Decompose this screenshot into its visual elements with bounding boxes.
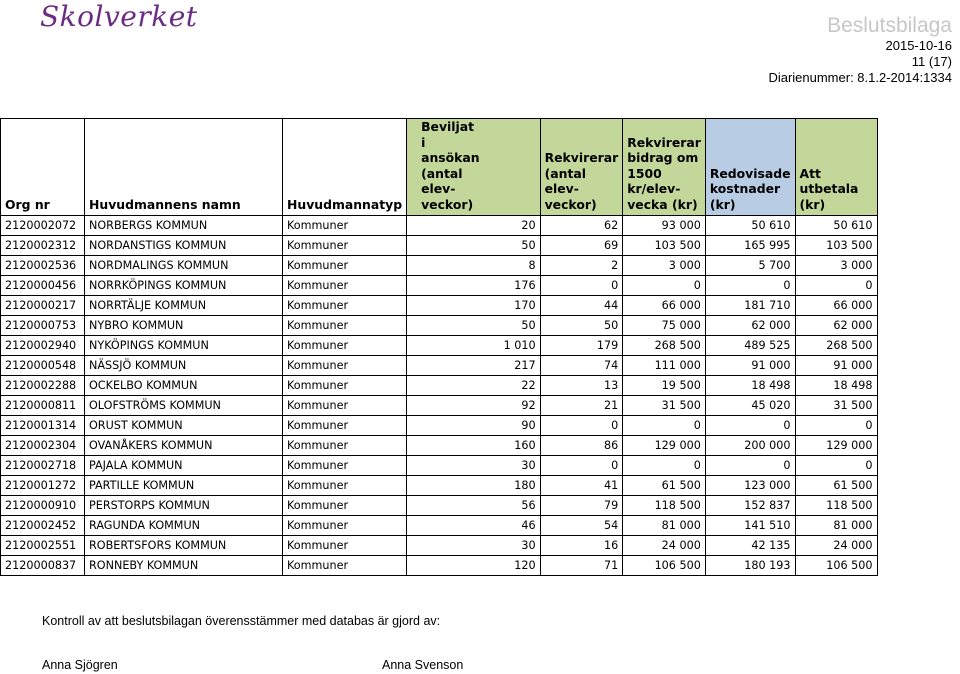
cell-beviljat: 30 — [407, 536, 541, 556]
cell-rekvirerar-antal: 79 — [540, 496, 623, 516]
signer-2: Anna Svenson — [382, 658, 464, 672]
beslut-table — [0, 118, 878, 576]
cell-att-utbetala: 61 500 — [795, 476, 877, 496]
cell-typ: Kommuner — [283, 236, 407, 256]
cell-orgnr: 2120000910 — [1, 496, 85, 516]
table-row — [1, 456, 878, 476]
cell-rekvirerar-antal: 69 — [540, 236, 623, 256]
col-header-rekvirerar-bidrag: Rekvirerar bidrag om 1500 kr/elev-vecka (kr) — [623, 119, 706, 216]
cell-typ: Kommuner — [283, 456, 407, 476]
table-row — [1, 216, 878, 236]
cell-rekvirerar-antal: 62 — [540, 216, 623, 236]
cell-att-utbetala: 31 500 — [795, 396, 877, 416]
table-row — [1, 556, 878, 576]
cell-typ: Kommuner — [283, 416, 407, 436]
cell-typ: Kommuner — [283, 516, 407, 536]
cell-beviljat: 160 — [407, 436, 541, 456]
cell-beviljat: 170 — [407, 296, 541, 316]
cell-namn: NYKÖPINGS KOMMUN — [85, 336, 283, 356]
cell-beviljat: 180 — [407, 476, 541, 496]
cell-typ: Kommuner — [283, 556, 407, 576]
cell-typ: Kommuner — [283, 216, 407, 236]
cell-rekvirerar-antal: 71 — [540, 556, 623, 576]
cell-namn: NORRTÄLJE KOMMUN — [85, 296, 283, 316]
cell-rekvirerar-bidrag: 24 000 — [623, 536, 706, 556]
cell-orgnr: 2120002536 — [1, 256, 85, 276]
cell-rekvirerar-antal: 0 — [540, 276, 623, 296]
cell-rekvirerar-antal: 0 — [540, 456, 623, 476]
table-row — [1, 356, 878, 376]
cell-rekvirerar-antal: 0 — [540, 416, 623, 436]
cell-beviljat: 92 — [407, 396, 541, 416]
cell-rekvirerar-antal: 16 — [540, 536, 623, 556]
cell-att-utbetala: 0 — [795, 456, 877, 476]
cell-orgnr: 2120000837 — [1, 556, 85, 576]
cell-orgnr: 2120002452 — [1, 516, 85, 536]
cell-beviljat: 56 — [407, 496, 541, 516]
cell-redovisade: 152 837 — [705, 496, 795, 516]
cell-redovisade: 141 510 — [705, 516, 795, 536]
cell-typ: Kommuner — [283, 356, 407, 376]
document-title: Beslutsbilaga — [827, 14, 952, 37]
table-row — [1, 316, 878, 336]
cell-orgnr: 2120000753 — [1, 316, 85, 336]
cell-att-utbetala: 0 — [795, 276, 877, 296]
control-note: Kontroll av att beslutsbilagan överensstämmer med databas är gjord av: — [42, 614, 441, 628]
cell-typ: Kommuner — [283, 336, 407, 356]
cell-namn: ORUST KOMMUN — [85, 416, 283, 436]
cell-rekvirerar-bidrag: 81 000 — [623, 516, 706, 536]
cell-rekvirerar-bidrag: 106 500 — [623, 556, 706, 576]
cell-redovisade: 0 — [705, 456, 795, 476]
cell-beviljat: 46 — [407, 516, 541, 536]
cell-rekvirerar-bidrag: 129 000 — [623, 436, 706, 456]
cell-beviljat: 90 — [407, 416, 541, 436]
cell-rekvirerar-bidrag: 66 000 — [623, 296, 706, 316]
table-header-row — [1, 119, 878, 216]
cell-typ: Kommuner — [283, 276, 407, 296]
cell-orgnr: 2120002072 — [1, 216, 85, 236]
cell-orgnr: 2120002312 — [1, 236, 85, 256]
cell-orgnr: 2120002718 — [1, 456, 85, 476]
cell-rekvirerar-bidrag: 103 500 — [623, 236, 706, 256]
table-row — [1, 336, 878, 356]
cell-att-utbetala: 106 500 — [795, 556, 877, 576]
table-row — [1, 236, 878, 256]
cell-redovisade: 165 995 — [705, 236, 795, 256]
cell-typ: Kommuner — [283, 536, 407, 556]
cell-namn: NYBRO KOMMUN — [85, 316, 283, 336]
cell-redovisade: 50 610 — [705, 216, 795, 236]
cell-namn: NORRKÖPINGS KOMMUN — [85, 276, 283, 296]
table-row — [1, 436, 878, 456]
cell-namn: RAGUNDA KOMMUN — [85, 516, 283, 536]
cell-att-utbetala: 118 500 — [795, 496, 877, 516]
cell-namn: PAJALA KOMMUN — [85, 456, 283, 476]
cell-rekvirerar-bidrag: 268 500 — [623, 336, 706, 356]
cell-redovisade: 0 — [705, 276, 795, 296]
table-row — [1, 536, 878, 556]
cell-namn: OVANÅKERS KOMMUN — [85, 436, 283, 456]
cell-rekvirerar-bidrag: 93 000 — [623, 216, 706, 236]
col-header-att-utbetala: Att utbetala (kr) — [795, 119, 877, 216]
table-row — [1, 256, 878, 276]
cell-orgnr: 2120002304 — [1, 436, 85, 456]
cell-rekvirerar-bidrag: 3 000 — [623, 256, 706, 276]
cell-att-utbetala: 66 000 — [795, 296, 877, 316]
table-row — [1, 296, 878, 316]
cell-typ: Kommuner — [283, 376, 407, 396]
cell-orgnr: 2120000217 — [1, 296, 85, 316]
cell-namn: RONNEBY KOMMUN — [85, 556, 283, 576]
table-row — [1, 476, 878, 496]
cell-namn: PERSTORPS KOMMUN — [85, 496, 283, 516]
cell-orgnr: 2120001272 — [1, 476, 85, 496]
cell-beviljat: 120 — [407, 556, 541, 576]
skolverket-logo: Skolverket — [40, 0, 198, 33]
cell-rekvirerar-antal: 21 — [540, 396, 623, 416]
cell-rekvirerar-bidrag: 0 — [623, 276, 706, 296]
cell-orgnr: 2120000548 — [1, 356, 85, 376]
cell-att-utbetala: 0 — [795, 416, 877, 436]
cell-redovisade: 91 000 — [705, 356, 795, 376]
cell-orgnr: 2120002288 — [1, 376, 85, 396]
cell-redovisade: 45 020 — [705, 396, 795, 416]
cell-rekvirerar-antal: 2 — [540, 256, 623, 276]
cell-beviljat: 176 — [407, 276, 541, 296]
signer-1: Anna Sjögren — [42, 658, 118, 672]
cell-orgnr: 2120002940 — [1, 336, 85, 356]
cell-namn: OLOFSTRÖMS KOMMUN — [85, 396, 283, 416]
cell-rekvirerar-bidrag: 111 000 — [623, 356, 706, 376]
document-date: 2015-10-16 — [885, 38, 952, 53]
table-row — [1, 416, 878, 436]
cell-att-utbetala: 129 000 — [795, 436, 877, 456]
cell-beviljat: 22 — [407, 376, 541, 396]
cell-typ: Kommuner — [283, 256, 407, 276]
cell-typ: Kommuner — [283, 296, 407, 316]
cell-att-utbetala: 24 000 — [795, 536, 877, 556]
cell-typ: Kommuner — [283, 396, 407, 416]
cell-beviljat: 1 010 — [407, 336, 541, 356]
cell-beviljat: 20 — [407, 216, 541, 236]
cell-redovisade: 200 000 — [705, 436, 795, 456]
table-row — [1, 516, 878, 536]
cell-typ: Kommuner — [283, 316, 407, 336]
table-row — [1, 276, 878, 296]
col-header-typ: Huvudmannatyp — [283, 119, 407, 216]
cell-redovisade: 489 525 — [705, 336, 795, 356]
cell-namn: NÄSSJÖ KOMMUN — [85, 356, 283, 376]
cell-att-utbetala: 3 000 — [795, 256, 877, 276]
cell-typ: Kommuner — [283, 436, 407, 456]
cell-namn: OCKELBO KOMMUN — [85, 376, 283, 396]
cell-beviljat: 50 — [407, 316, 541, 336]
cell-redovisade: 0 — [705, 416, 795, 436]
cell-beviljat: 8 — [407, 256, 541, 276]
cell-beviljat: 30 — [407, 456, 541, 476]
col-header-orgnr: Org nr — [1, 119, 85, 216]
cell-namn: ROBERTSFORS KOMMUN — [85, 536, 283, 556]
cell-redovisade: 42 135 — [705, 536, 795, 556]
table-row — [1, 496, 878, 516]
cell-rekvirerar-antal: 44 — [540, 296, 623, 316]
cell-redovisade: 18 498 — [705, 376, 795, 396]
cell-rekvirerar-bidrag: 31 500 — [623, 396, 706, 416]
cell-redovisade: 180 193 — [705, 556, 795, 576]
cell-redovisade: 181 710 — [705, 296, 795, 316]
cell-rekvirerar-antal: 179 — [540, 336, 623, 356]
col-header-namn: Huvudmannens namn — [85, 119, 283, 216]
cell-rekvirerar-bidrag: 75 000 — [623, 316, 706, 336]
cell-orgnr: 2120000811 — [1, 396, 85, 416]
cell-rekvirerar-antal: 50 — [540, 316, 623, 336]
col-header-beviljat: Beviljat i ansökan (antal elev-veckor) — [407, 119, 541, 216]
cell-namn: NORBERGS KOMMUN — [85, 216, 283, 236]
cell-redovisade: 62 000 — [705, 316, 795, 336]
cell-rekvirerar-bidrag: 118 500 — [623, 496, 706, 516]
cell-redovisade: 123 000 — [705, 476, 795, 496]
cell-beviljat: 217 — [407, 356, 541, 376]
cell-att-utbetala: 268 500 — [795, 336, 877, 356]
cell-orgnr: 2120000456 — [1, 276, 85, 296]
cell-typ: Kommuner — [283, 496, 407, 516]
col-header-redovisade: Redovisade kostnader (kr) — [705, 119, 795, 216]
cell-rekvirerar-bidrag: 61 500 — [623, 476, 706, 496]
cell-rekvirerar-bidrag: 0 — [623, 456, 706, 476]
document-header-info — [768, 14, 952, 86]
cell-rekvirerar-bidrag: 0 — [623, 416, 706, 436]
cell-att-utbetala: 91 000 — [795, 356, 877, 376]
cell-namn: NORDMALINGS KOMMUN — [85, 256, 283, 276]
cell-att-utbetala: 103 500 — [795, 236, 877, 256]
cell-namn: NORDANSTIGS KOMMUN — [85, 236, 283, 256]
cell-att-utbetala: 50 610 — [795, 216, 877, 236]
cell-att-utbetala: 81 000 — [795, 516, 877, 536]
page-number: 11 (17) — [911, 54, 952, 69]
cell-typ: Kommuner — [283, 476, 407, 496]
cell-rekvirerar-antal: 74 — [540, 356, 623, 376]
diarienummer: Diarienummer: 8.1.2-2014:1334 — [768, 70, 952, 85]
cell-redovisade: 5 700 — [705, 256, 795, 276]
table-row — [1, 396, 878, 416]
col-header-rekvirerar-antal: Rekvirerar (antal elev-veckor) — [540, 119, 623, 216]
cell-att-utbetala: 62 000 — [795, 316, 877, 336]
cell-namn: PARTILLE KOMMUN — [85, 476, 283, 496]
cell-att-utbetala: 18 498 — [795, 376, 877, 396]
cell-rekvirerar-antal: 86 — [540, 436, 623, 456]
cell-orgnr: 2120001314 — [1, 416, 85, 436]
cell-rekvirerar-antal: 13 — [540, 376, 623, 396]
table-row — [1, 376, 878, 396]
cell-orgnr: 2120002551 — [1, 536, 85, 556]
cell-beviljat: 50 — [407, 236, 541, 256]
cell-rekvirerar-bidrag: 19 500 — [623, 376, 706, 396]
cell-rekvirerar-antal: 54 — [540, 516, 623, 536]
cell-rekvirerar-antal: 41 — [540, 476, 623, 496]
